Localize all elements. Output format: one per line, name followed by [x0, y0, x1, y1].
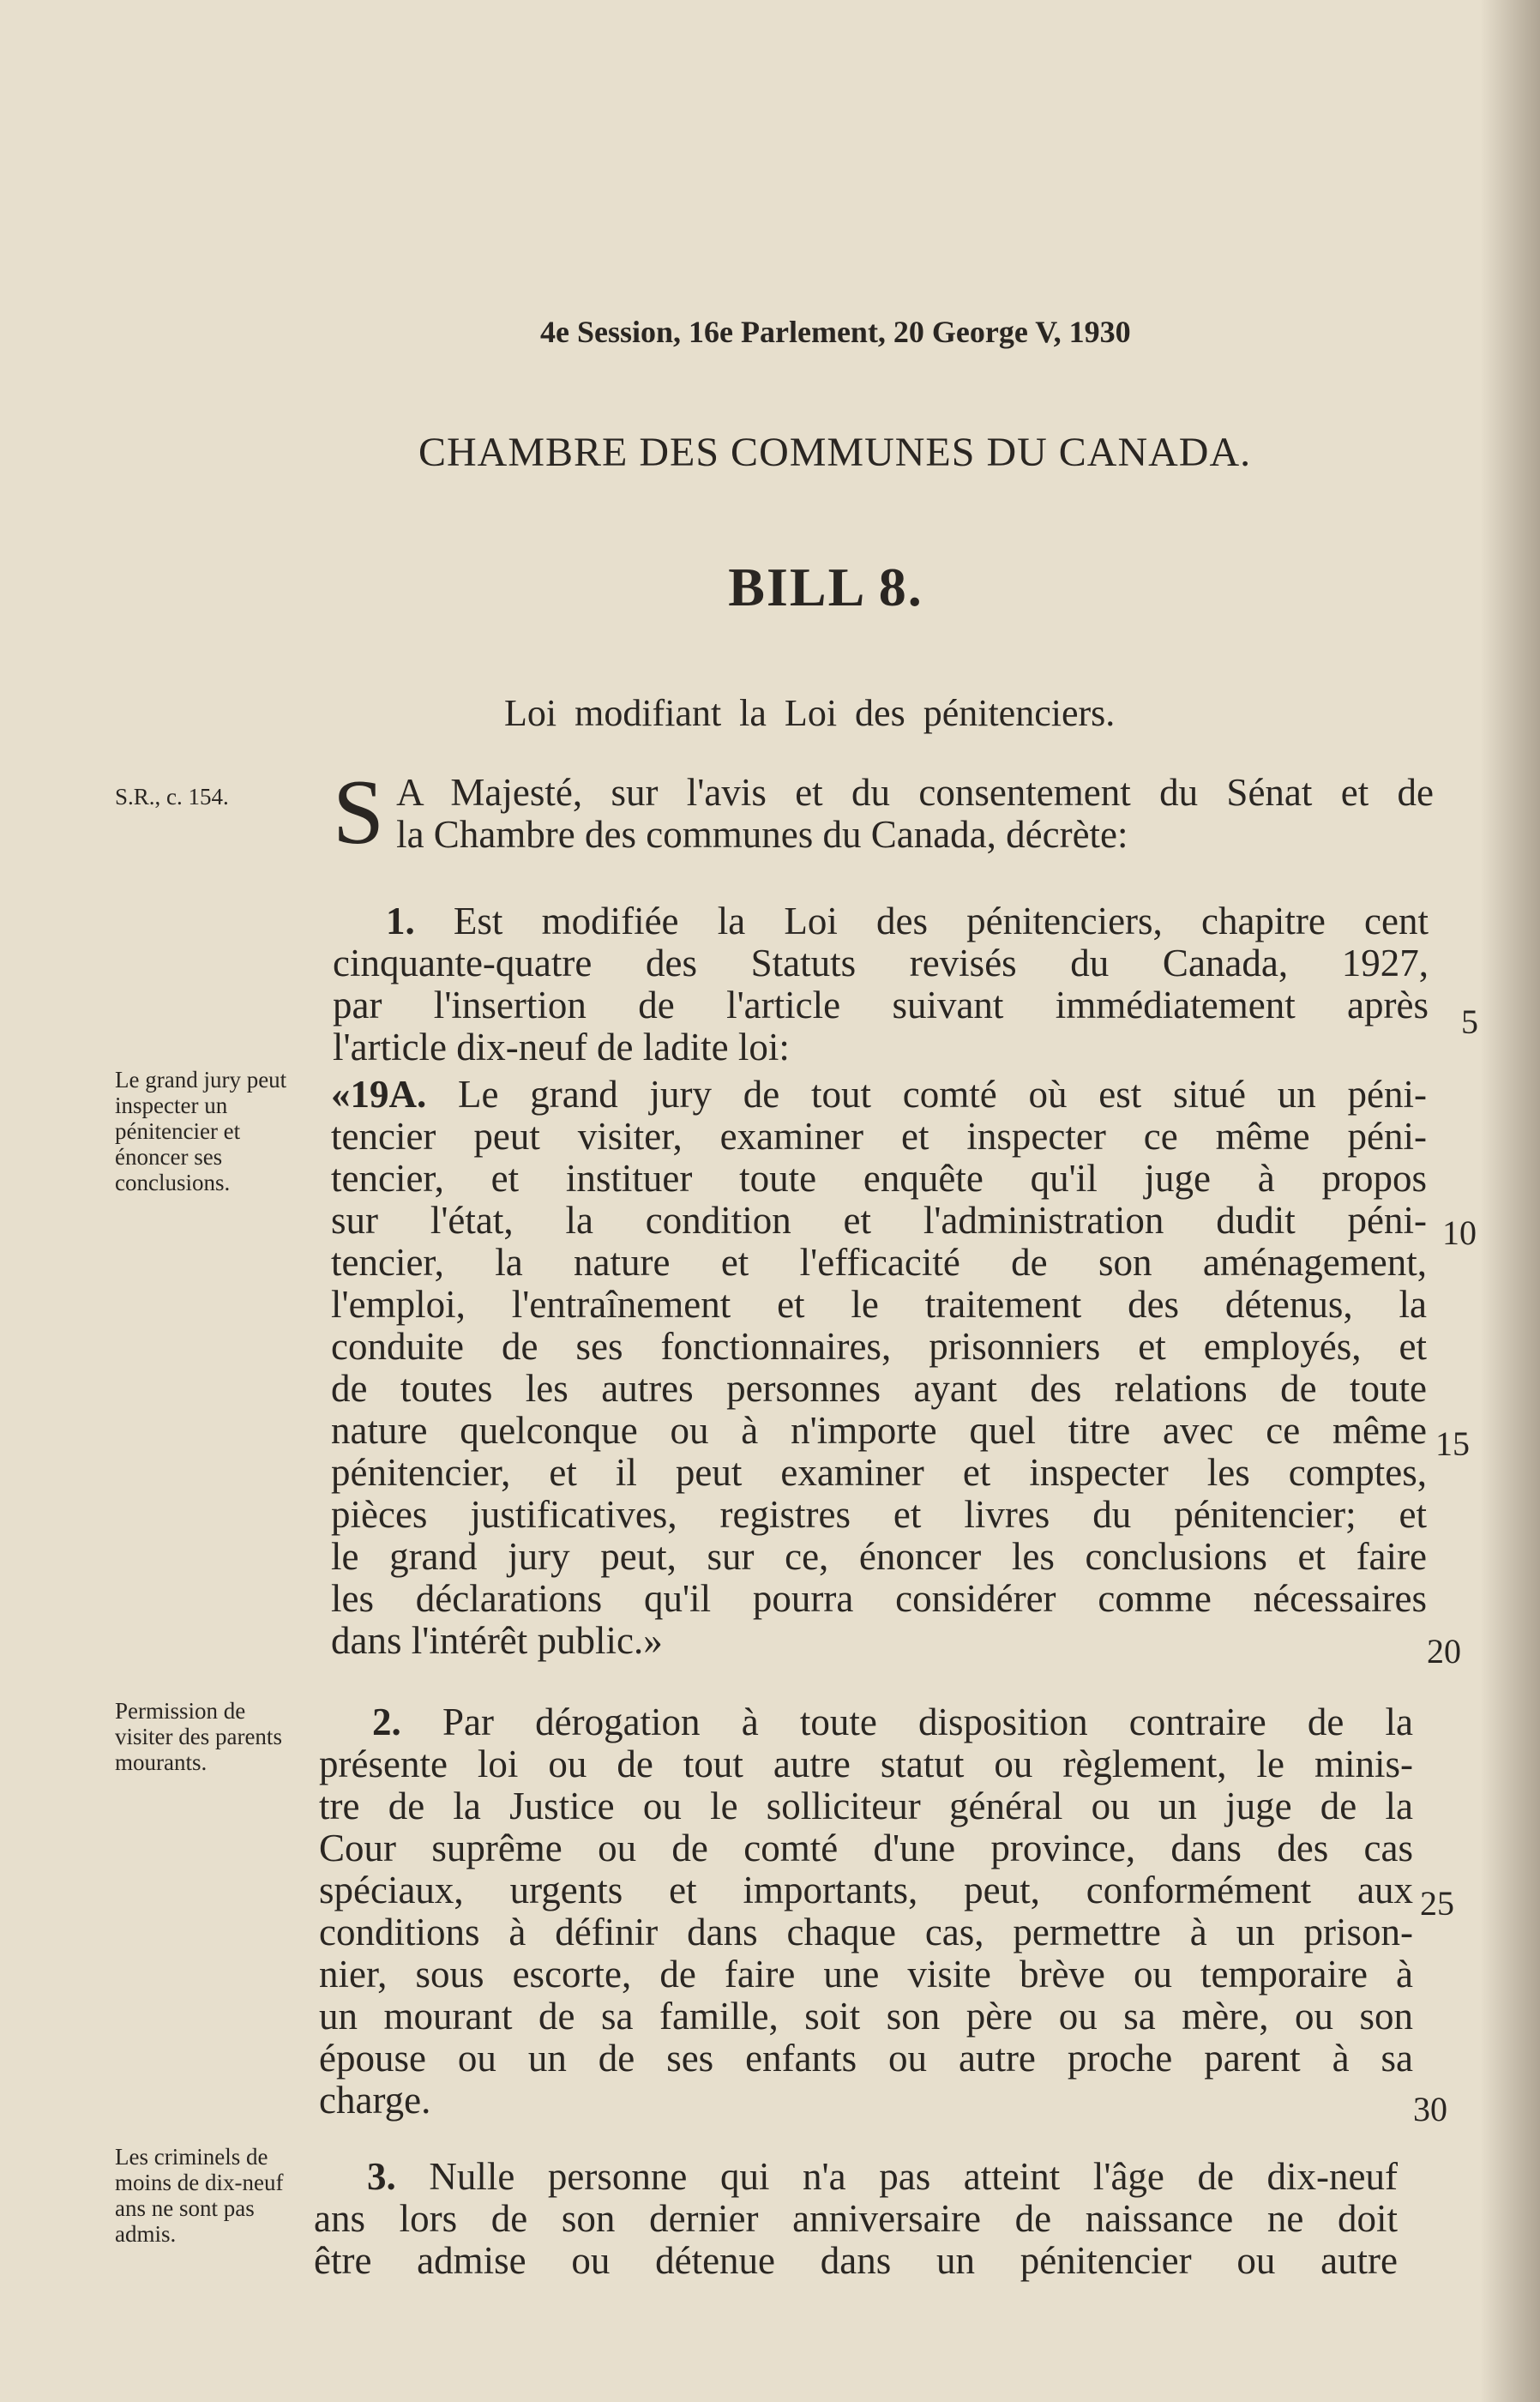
drop-cap: S: [333, 762, 385, 864]
section-line: par l'insertion de l'article suivant immédiatement après: [333, 984, 1429, 1026]
line-number: 15: [1435, 1424, 1470, 1463]
section-line: nier, sous escorte, de faire une visite brève ou temporaire à: [319, 1953, 1413, 1996]
line-number: 20: [1427, 1632, 1461, 1671]
section-line: 3. Nulle personne qui n'a pas atteint l'âge de dix-neuf: [367, 2155, 1399, 2198]
section-line: conditions à définir dans chaque cas, permettre à un prison-: [319, 1911, 1413, 1954]
section-line: épouse ou un de ses enfants ou autre proche parent à sa: [319, 2037, 1413, 2080]
section-line: pièces justificatives, registres et livres du pénitencier; et: [331, 1493, 1427, 1536]
section-line: «19A. Le grand jury de tout comté où est situé un péni-: [331, 1073, 1428, 1116]
line-number: 25: [1420, 1884, 1454, 1923]
section-line: tencier, la nature et l'efficacité de son aménagement,: [331, 1241, 1427, 1284]
section-line: le grand jury peut, sur ce, énoncer les conclusions et faire: [331, 1535, 1427, 1578]
section-19a: [331, 1074, 1427, 1662]
section-line: sur l'état, la condition et l'administration dudit péni-: [331, 1199, 1427, 1242]
section-line: être admise ou détenue dans un pénitencier ou autre: [314, 2239, 1398, 2282]
section-line: l'article dix-neuf de ladite loi:: [333, 1026, 790, 1069]
line-number: 30: [1413, 2090, 1447, 2128]
section-line: nature quelconque ou à n'importe quel titre avec ce même: [331, 1409, 1427, 1452]
section-line: pénitencier, et il peut examiner et inspecter les comptes,: [331, 1451, 1427, 1494]
section-line: tencier peut visiter, examiner et inspecter ce même péni-: [331, 1115, 1427, 1158]
page-edge-shadow: [1480, 0, 1540, 2402]
section-2: [319, 1701, 1413, 2122]
enacting-line: la Chambre des communes du Canada, décrète:: [396, 813, 1128, 856]
section-line: spéciaux, urgents et importants, peut, conformément aux: [319, 1869, 1413, 1911]
section-line: tencier, et instituer toute enquête qu'il juge à propos: [331, 1157, 1427, 1200]
section-line: tre de la Justice ou le solliciteur général ou un juge de la: [319, 1785, 1413, 1827]
section-line: Cour suprême ou de comté d'une province, dans des cas: [319, 1827, 1413, 1869]
section-number: 3.: [367, 2155, 396, 2198]
section-number: 1.: [386, 900, 415, 942]
section-number: 2.: [372, 1701, 401, 1743]
section-line: 2. Par dérogation à toute disposition contraire de la: [372, 1701, 1413, 1743]
line-number: 5: [1461, 1002, 1478, 1041]
chamber-title: CHAMBRE DES COMMUNES DU CANADA.: [418, 430, 1252, 475]
section-line: les déclarations qu'il pourra considérer comme nécessaires: [331, 1577, 1427, 1620]
margin-note-sr: S.R., c. 154.: [115, 784, 229, 810]
margin-note-grand-jury: Le grand jury peut inspecter un pénitencier et énoncer ses conclusions.: [115, 1067, 287, 1195]
section-line: de toutes les autres personnes ayant des relations de toute: [331, 1367, 1427, 1410]
section-number: «19A.: [331, 1073, 427, 1116]
section-line: charge.: [319, 2079, 431, 2122]
section-line: 1. Est modifiée la Loi des pénitenciers, chapitre cent: [386, 900, 1429, 942]
margin-note-permission: Permission de visiter des parents mourants.: [115, 1698, 282, 1775]
section-3: [314, 2156, 1398, 2282]
bill-subtitle: Loi modifiant la Loi des pénitenciers.: [504, 692, 1116, 734]
section-line: dans l'intérêt public.»: [331, 1619, 663, 1662]
section-line: l'emploi, l'entraînement et le traitement des détenus, la: [331, 1283, 1427, 1326]
section-line: ans lors de son dernier anniversaire de naissance ne doit: [314, 2197, 1398, 2240]
section-line: un mourant de sa famille, soit son père ou sa mère, ou son: [319, 1995, 1413, 2038]
enacting-clause: [333, 762, 1434, 864]
section-line: présente loi ou de tout autre statut ou règlement, le minis-: [319, 1743, 1413, 1785]
bill-title: BILL 8.: [728, 557, 923, 617]
enacting-line: A Majesté, sur l'avis et du consentement du Sénat et de: [396, 771, 1434, 814]
session-line: 4e Session, 16e Parlement, 20 George V, 1930: [540, 315, 1131, 349]
section-line: conduite de ses fonctionnaires, prisonniers et employés, et: [331, 1325, 1427, 1368]
line-number: 10: [1442, 1213, 1477, 1252]
section-line: cinquante-quatre des Statuts revisés du Canada, 1927,: [333, 942, 1429, 984]
section-1: [333, 900, 1429, 1069]
margin-note-criminels: Les criminels de moins de dix-neuf ans ne sont pas admis.: [115, 2144, 284, 2247]
